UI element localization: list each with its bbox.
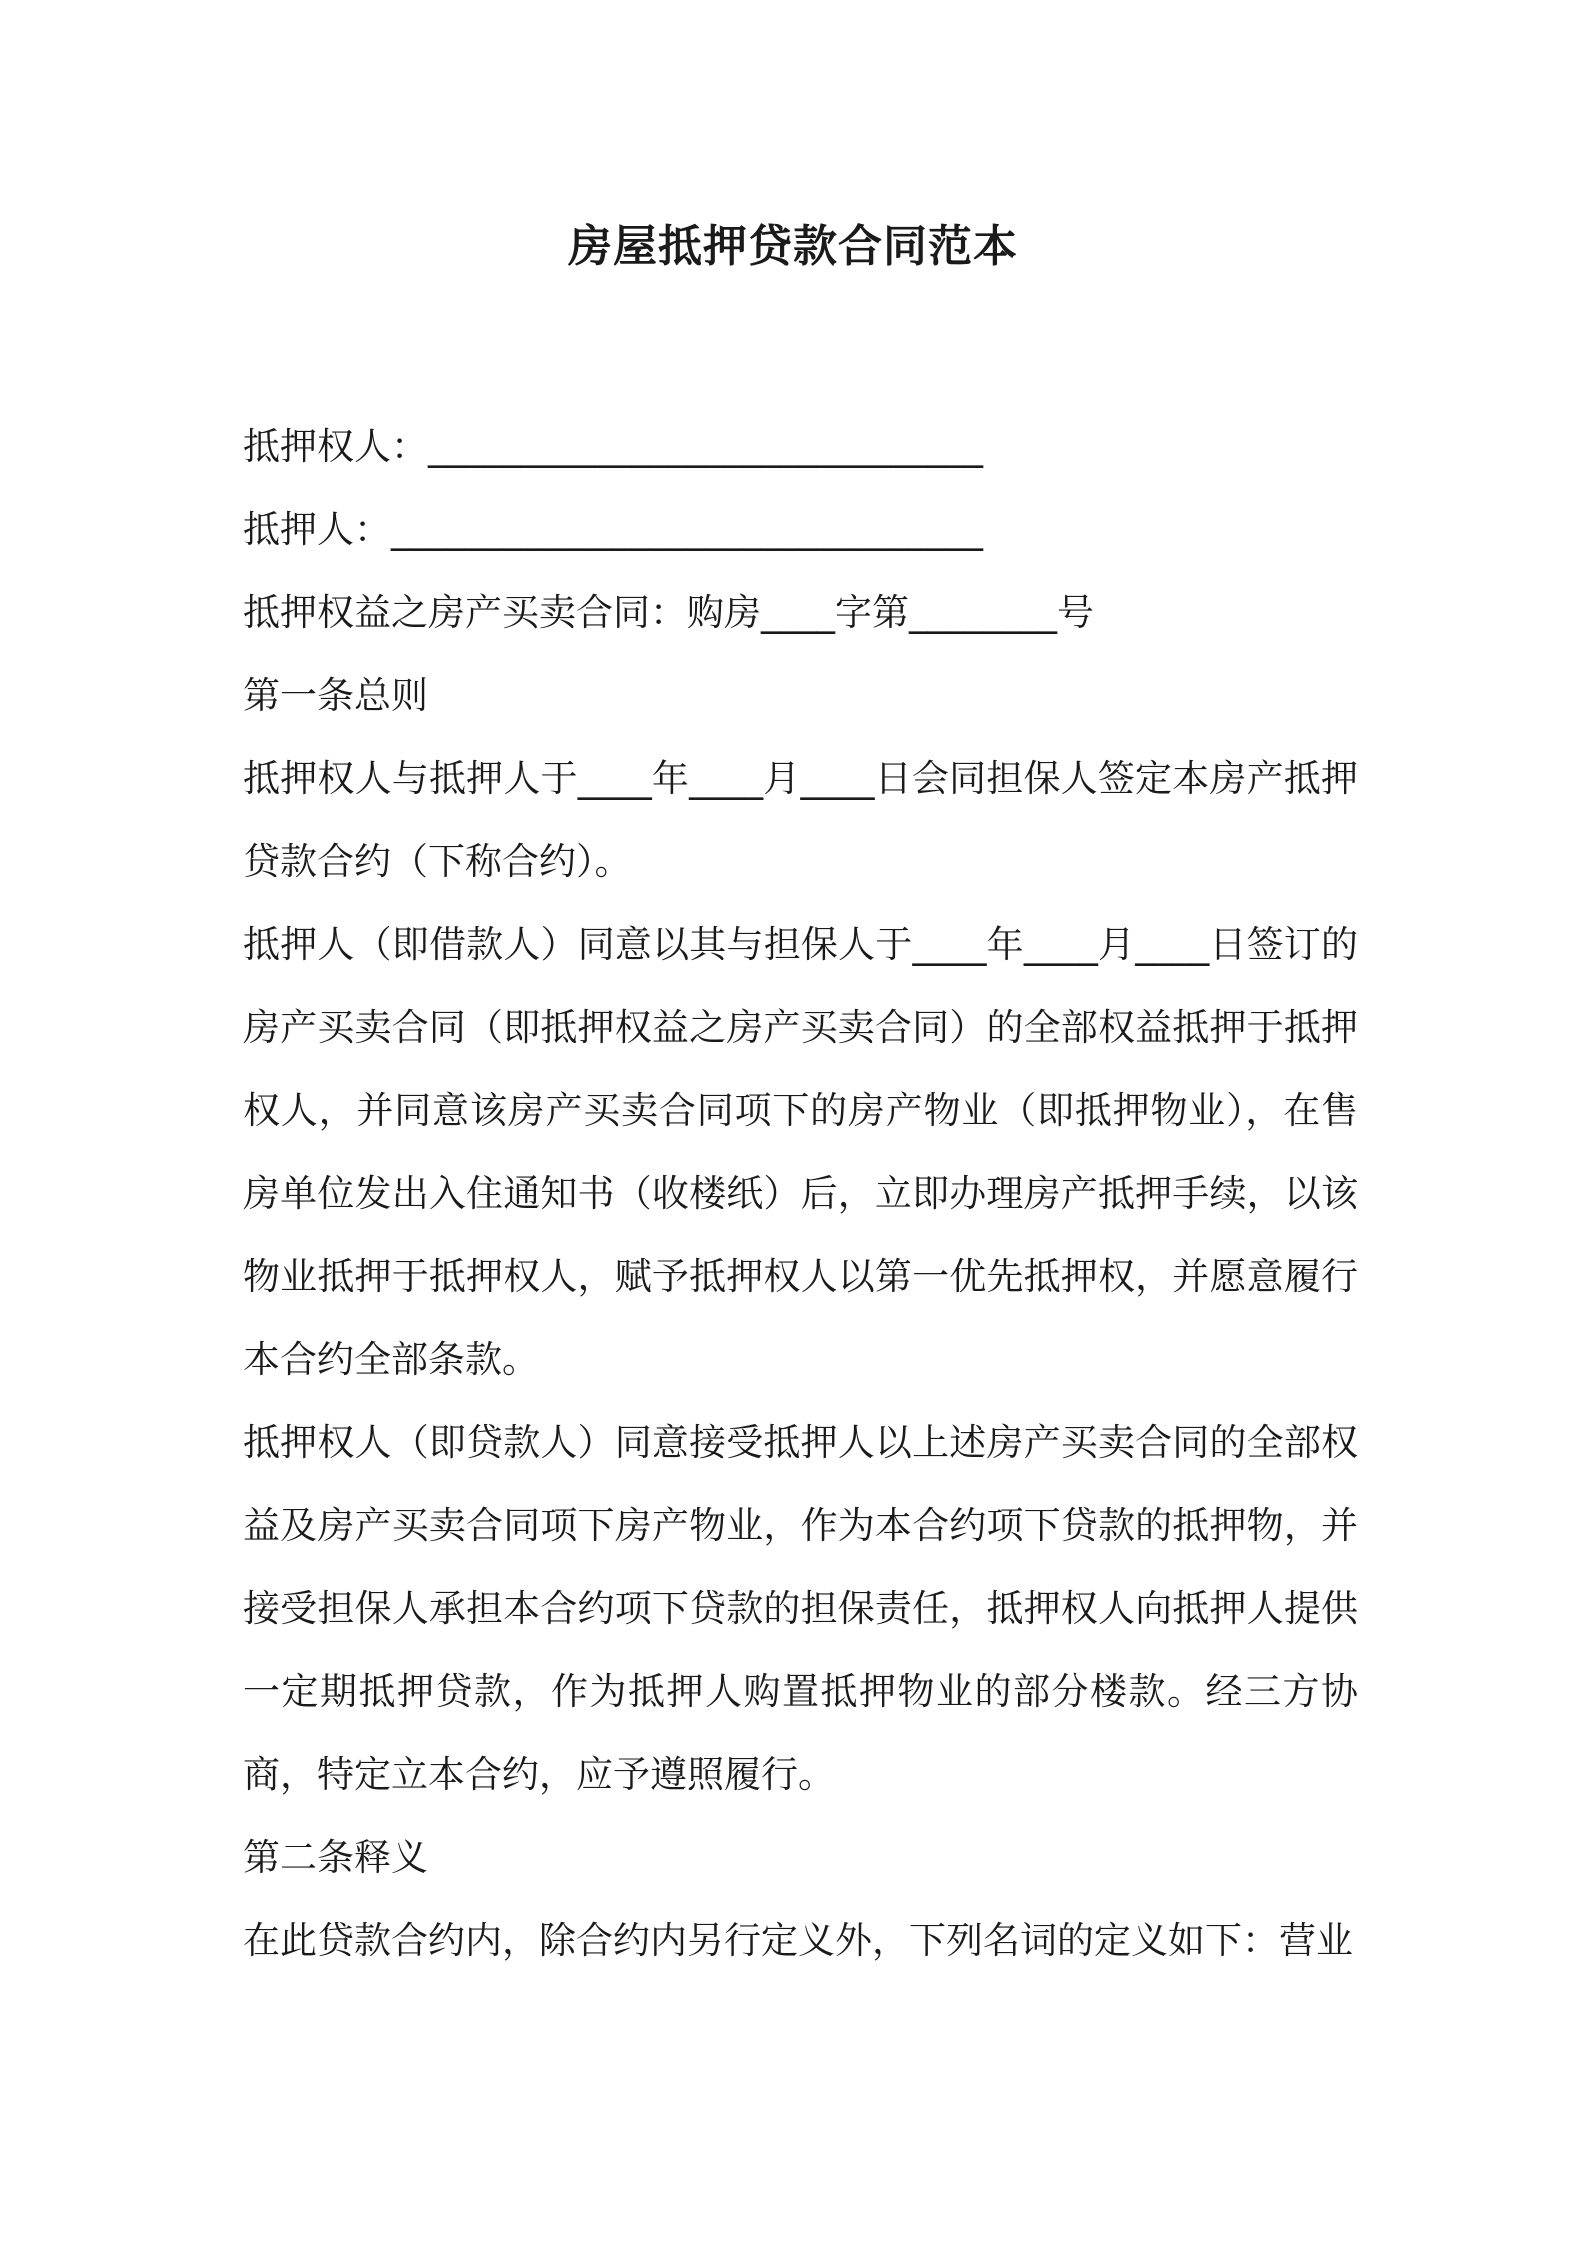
field-mortgagee: 抵押权人：______________________________ (243, 425, 983, 468)
article-1-heading: 第一条总则 (243, 674, 428, 717)
paragraph: 抵押权人与抵押人于____年____月____日会同担保人签定本房产抵押贷款合约（下称合约）。 (243, 757, 1358, 883)
paragraph: 抵押权人（即贷款人）同意接受抵押人以上述房产买卖合同的全部权益及房产买卖合同项下房产物业，作为本合约项下贷款的抵押物，并接受担保人承担本合约项下贷款的担保责任，抵押权人向抵押人提供一定期抵押贷款，作为抵押人购置抵押物业的部分楼款。经三方协商，特定立本合约，应予遵照履行。 (243, 1421, 1358, 1796)
paragraph: 在此贷款合约内，除合约内另行定义外，下列名词的定义如下：营业 (243, 1919, 1353, 1962)
paragraph: 抵押人（即借款人）同意以其与担保人于____年____月____日签订的房产买卖合同（即抵押权益之房产买卖合同）的全部权益抵押于抵押权人，并同意该房产买卖合同项下的房产物业（即抵押物业），在售房单位发出入住通知书（收楼纸）后，立即办理房产抵押手续，以该物业抵押于抵押权人，赋予抵押权人以第一优先抵押权，并愿意履行本合约全部条款。 (243, 923, 1358, 1381)
document-body (243, 405, 1358, 1982)
article-2-heading: 第二条释义 (243, 1836, 428, 1879)
field-sales-contract: 抵押权益之房产买卖合同：购房____字第________号 (243, 591, 1094, 634)
field-mortgagor: 抵押人：________________________________ (243, 508, 983, 551)
document-title: 房屋抵押贷款合同范本 (568, 221, 1018, 272)
